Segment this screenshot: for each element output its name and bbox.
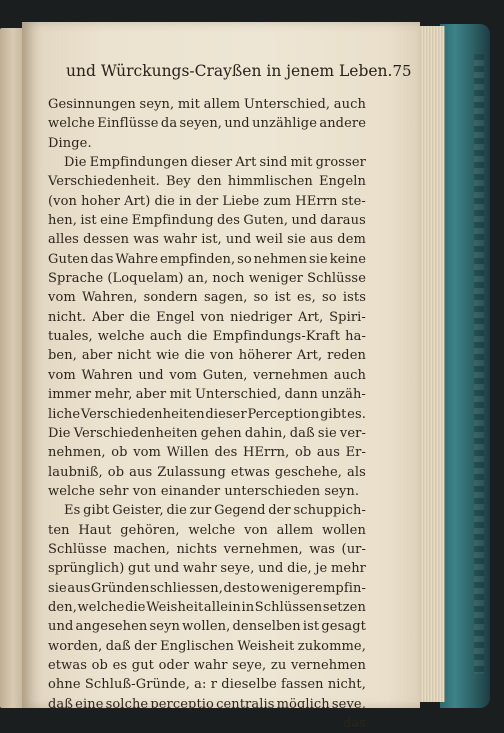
word: wahr (163, 232, 198, 248)
word: in (241, 599, 255, 615)
word: weil (255, 232, 283, 248)
word: der (134, 638, 157, 654)
word: Es (64, 503, 81, 519)
word: andere (319, 116, 366, 132)
word: Art (235, 155, 257, 171)
word: noch (212, 271, 245, 287)
word: je (315, 561, 328, 577)
text-line (48, 114, 366, 133)
word: ob (294, 445, 312, 461)
word: mehr (330, 561, 366, 577)
word: die (154, 193, 175, 209)
word: in (178, 193, 192, 209)
word: immer (48, 387, 92, 403)
word: daß (48, 696, 74, 712)
word: Gründen (91, 580, 150, 596)
word: so (237, 251, 252, 267)
word: den, (48, 599, 77, 615)
word: sie (48, 580, 67, 596)
word: daraus (320, 213, 366, 229)
word: nicht. (48, 309, 87, 325)
word: mit (290, 155, 313, 171)
word: auch (149, 329, 183, 345)
word: Guten, (243, 213, 289, 229)
word: vom (133, 445, 161, 461)
word: aus (129, 464, 153, 480)
word: seyn, (139, 97, 175, 112)
word: Guten (48, 251, 89, 267)
word: reden (327, 348, 366, 364)
word: zum (263, 193, 292, 209)
word: sie (308, 251, 328, 267)
word: gehen (200, 425, 242, 441)
text-line (48, 443, 366, 462)
word: Aber (91, 309, 124, 325)
word: gut (128, 561, 151, 577)
word: Empfindungs-Kraft (212, 329, 341, 345)
text-line: Dinge. (48, 135, 92, 151)
word: was (133, 232, 160, 248)
word: der (195, 193, 219, 209)
word: Empfindung (131, 213, 214, 229)
word: allem (276, 522, 314, 538)
word: unzählige (252, 116, 318, 132)
word: Schlüsse (307, 271, 366, 287)
word: machen, (113, 541, 171, 557)
catchword: das (342, 716, 366, 731)
word: etwas (48, 657, 87, 673)
word: Zulassung (157, 464, 226, 480)
word: oder (158, 657, 190, 673)
text-line (48, 288, 366, 307)
word: vernehmen (290, 657, 366, 673)
text-line (48, 308, 366, 327)
word: grosser (315, 155, 366, 171)
word: Verschiedenheiten (73, 425, 198, 441)
word: aus (67, 580, 91, 596)
word: aber (81, 348, 113, 364)
word: es (112, 657, 128, 673)
word: empfin- (315, 580, 366, 596)
word: mehr, (94, 387, 133, 403)
word: Liebe (222, 193, 260, 209)
word: ste- (341, 193, 366, 209)
word: Schlüssen (254, 599, 323, 615)
left-page-edge (0, 28, 22, 708)
word: dem (337, 232, 366, 248)
word: es. (347, 406, 366, 422)
word: dieselbe (221, 677, 277, 693)
word: geschehe, (274, 464, 343, 480)
word: seyn (149, 619, 181, 635)
word: himmlischen (227, 174, 313, 190)
word: dessen (83, 232, 130, 248)
word: aus (316, 445, 341, 461)
word: ben, (48, 348, 77, 364)
body-text (48, 95, 366, 733)
word: mit (177, 97, 200, 112)
word: zur (189, 503, 212, 519)
word: wollen (322, 522, 366, 538)
word: vom (48, 367, 76, 383)
word: dann (284, 387, 318, 403)
text-line (48, 95, 366, 114)
word: ohne (48, 677, 81, 693)
word: solche (105, 696, 149, 712)
word: ob (111, 445, 128, 461)
text-line (48, 230, 366, 249)
word: Einflüsse (97, 116, 159, 132)
word: die (184, 348, 205, 364)
word: es, (297, 290, 316, 306)
word: schuppich- (293, 503, 366, 519)
word: seye, (331, 696, 366, 712)
word: höherer (238, 348, 292, 364)
word: Sprache (48, 271, 104, 287)
word: weniger (248, 271, 303, 287)
word: Unterschied, (194, 387, 282, 403)
word: der (268, 503, 291, 519)
word: und (291, 213, 317, 229)
word: von (209, 348, 234, 364)
running-header (66, 62, 412, 84)
word: was (309, 541, 336, 557)
word: zukomme, (297, 638, 366, 654)
word: Engel (156, 309, 195, 325)
word: Er- (345, 445, 366, 461)
word: aber (135, 387, 167, 403)
word: die, (287, 561, 312, 577)
word: sagen, (203, 290, 248, 306)
word: ist (80, 213, 97, 229)
word: dahin, (244, 425, 287, 441)
word: die (129, 309, 151, 325)
word: welche (188, 522, 236, 538)
word: keine (329, 251, 366, 267)
word: als (347, 464, 366, 480)
text-line: welche sehr von einander unterschieden seyn. (48, 483, 360, 499)
text-line (48, 501, 366, 520)
word: dieser (190, 155, 233, 171)
word: gehören, (120, 522, 180, 538)
word: und (138, 367, 164, 383)
word: (ur- (341, 541, 366, 557)
word: (von (48, 193, 78, 209)
text-line (48, 617, 366, 636)
word: etwas (230, 464, 270, 480)
word: sondern (143, 290, 198, 306)
word: Verschiedenheit. (48, 174, 160, 190)
word: desto (223, 580, 260, 596)
word: daß (105, 638, 131, 654)
word: eine (100, 213, 129, 229)
page-number: 75 (392, 62, 412, 80)
text-line (48, 463, 366, 482)
word: ob (91, 657, 108, 673)
word: eine (75, 696, 104, 712)
text-line (48, 598, 366, 617)
word: den (197, 174, 222, 190)
word: des (216, 213, 240, 229)
word: von (200, 309, 225, 325)
word: centralis (216, 696, 275, 712)
word: Willen (166, 445, 209, 461)
word: Gegend (214, 503, 266, 519)
text-line (48, 192, 366, 211)
word: allein (203, 599, 241, 615)
word: und (258, 561, 284, 577)
word: nehmen (253, 251, 308, 267)
word: ten (48, 522, 70, 538)
text-line (48, 559, 366, 578)
word: tuales, (48, 329, 93, 345)
word: hoher (81, 193, 121, 209)
word: ha- (345, 329, 366, 345)
word: wie (156, 348, 180, 364)
word: gibt (320, 406, 347, 422)
word: wahr (193, 657, 228, 673)
word: Art, (297, 309, 324, 325)
word: Bey (165, 174, 191, 190)
word: nichts (176, 541, 218, 557)
word: Art, (296, 348, 323, 364)
word: auch (333, 97, 366, 112)
word: das (90, 251, 114, 267)
text-line (48, 521, 366, 540)
word: Art) (124, 193, 151, 209)
word: die (125, 599, 146, 615)
word: ist, (201, 232, 222, 248)
word: und (224, 116, 250, 132)
text-line (48, 250, 366, 269)
word: a: (194, 677, 207, 693)
word: empfinden, (160, 251, 236, 267)
word: wollen, (182, 619, 231, 635)
word: sind (259, 155, 288, 171)
word: Empfindungen (89, 155, 188, 171)
word: Gesinnungen (48, 97, 136, 112)
word: Wahren (81, 367, 133, 383)
word: welche (97, 329, 145, 345)
word: und (225, 232, 252, 248)
word: worden, (48, 638, 103, 654)
word: HErrn (295, 193, 338, 209)
word: und (153, 561, 180, 577)
word: Unterschied, (243, 97, 331, 112)
word: die (166, 503, 187, 519)
word: Schlüsse (48, 541, 107, 557)
word: Weisheit (237, 638, 295, 654)
word: von (244, 522, 268, 538)
word: Die (64, 155, 87, 171)
word: nicht (117, 348, 152, 364)
word: so (253, 290, 269, 306)
word: die (187, 329, 208, 345)
word: ver- (339, 425, 366, 441)
word: vernehmen (253, 367, 329, 383)
text-line (48, 211, 366, 230)
word: schliessen, (150, 580, 223, 596)
word: ist (274, 290, 291, 306)
word: Haut (78, 522, 112, 538)
word: wahr (182, 561, 217, 577)
word: Geister, (112, 503, 164, 519)
word: gut (131, 657, 154, 673)
text-line (48, 327, 366, 346)
word: niedriger (230, 309, 293, 325)
word: möglich (276, 696, 330, 712)
word: ists (342, 290, 366, 306)
word: welche (77, 599, 125, 615)
word: sie (317, 425, 337, 441)
word: welche (48, 116, 95, 132)
text-line (48, 346, 366, 365)
word: da (160, 116, 178, 132)
word: seye, (220, 561, 255, 577)
word: r (210, 677, 218, 693)
text-line (48, 405, 366, 424)
word: sprünglich) (48, 561, 125, 577)
word: ob (107, 464, 125, 480)
word: aus (310, 232, 334, 248)
word: ist (302, 619, 320, 635)
word: seye, (232, 657, 267, 673)
text-line (48, 366, 366, 385)
word: vernehmen, (223, 541, 303, 557)
page-block-edges (418, 26, 445, 702)
text-line (48, 656, 366, 675)
running-head: und Würckungs-Crayßen in jenem Leben. (66, 62, 393, 80)
word: angesehen (75, 619, 148, 635)
text-line (48, 540, 366, 559)
text-line (48, 579, 366, 598)
word: an, (187, 271, 209, 287)
text-line (48, 675, 366, 694)
word: liche (48, 406, 81, 422)
word: Wahre (115, 251, 159, 267)
word: vom (169, 367, 198, 383)
word: unzäh- (321, 387, 366, 403)
word: weniger (260, 580, 315, 596)
text-line (48, 172, 366, 191)
word: Verschiedenheiten (80, 406, 205, 422)
word: zu (270, 657, 287, 673)
word: (Loquelam) (107, 271, 184, 287)
word: allem (203, 97, 241, 112)
word: gibt (83, 503, 110, 519)
word: so (321, 290, 337, 306)
word: Guten, (202, 367, 248, 383)
word: Die (48, 425, 71, 441)
word: nicht, (327, 677, 366, 693)
word: des (214, 445, 238, 461)
text-line (48, 695, 366, 714)
word: sie (287, 232, 306, 248)
word: gesagt (321, 619, 366, 635)
word: vom (48, 290, 76, 306)
word: auch (333, 367, 366, 383)
word: Schluß-Gründe, (84, 677, 190, 693)
word: alles (48, 232, 79, 248)
book-cover (440, 24, 490, 708)
text-line (48, 269, 366, 288)
word: hen, (48, 213, 77, 229)
word: fassen (281, 677, 324, 693)
word: nehmen, (48, 445, 106, 461)
word: Spiri- (329, 309, 366, 325)
word: denselben (232, 619, 301, 635)
word: mit (169, 387, 192, 403)
word: und (48, 619, 74, 635)
word: daß (289, 425, 315, 441)
text-line (48, 153, 366, 172)
text-line (48, 424, 366, 443)
word: seyen, (179, 116, 223, 132)
word: Wahren, (81, 290, 138, 306)
word: Weisheit (146, 599, 204, 615)
text-line (48, 637, 366, 656)
word: Engeln (318, 174, 366, 190)
word: Englischen (160, 638, 234, 654)
word: HErrn, (243, 445, 290, 461)
word: perceptio (150, 696, 214, 712)
text-line (48, 385, 366, 404)
word: Perception (247, 406, 320, 422)
word: dieser (205, 406, 247, 422)
word: laubniß, (48, 464, 103, 480)
word: setzen (322, 599, 366, 615)
